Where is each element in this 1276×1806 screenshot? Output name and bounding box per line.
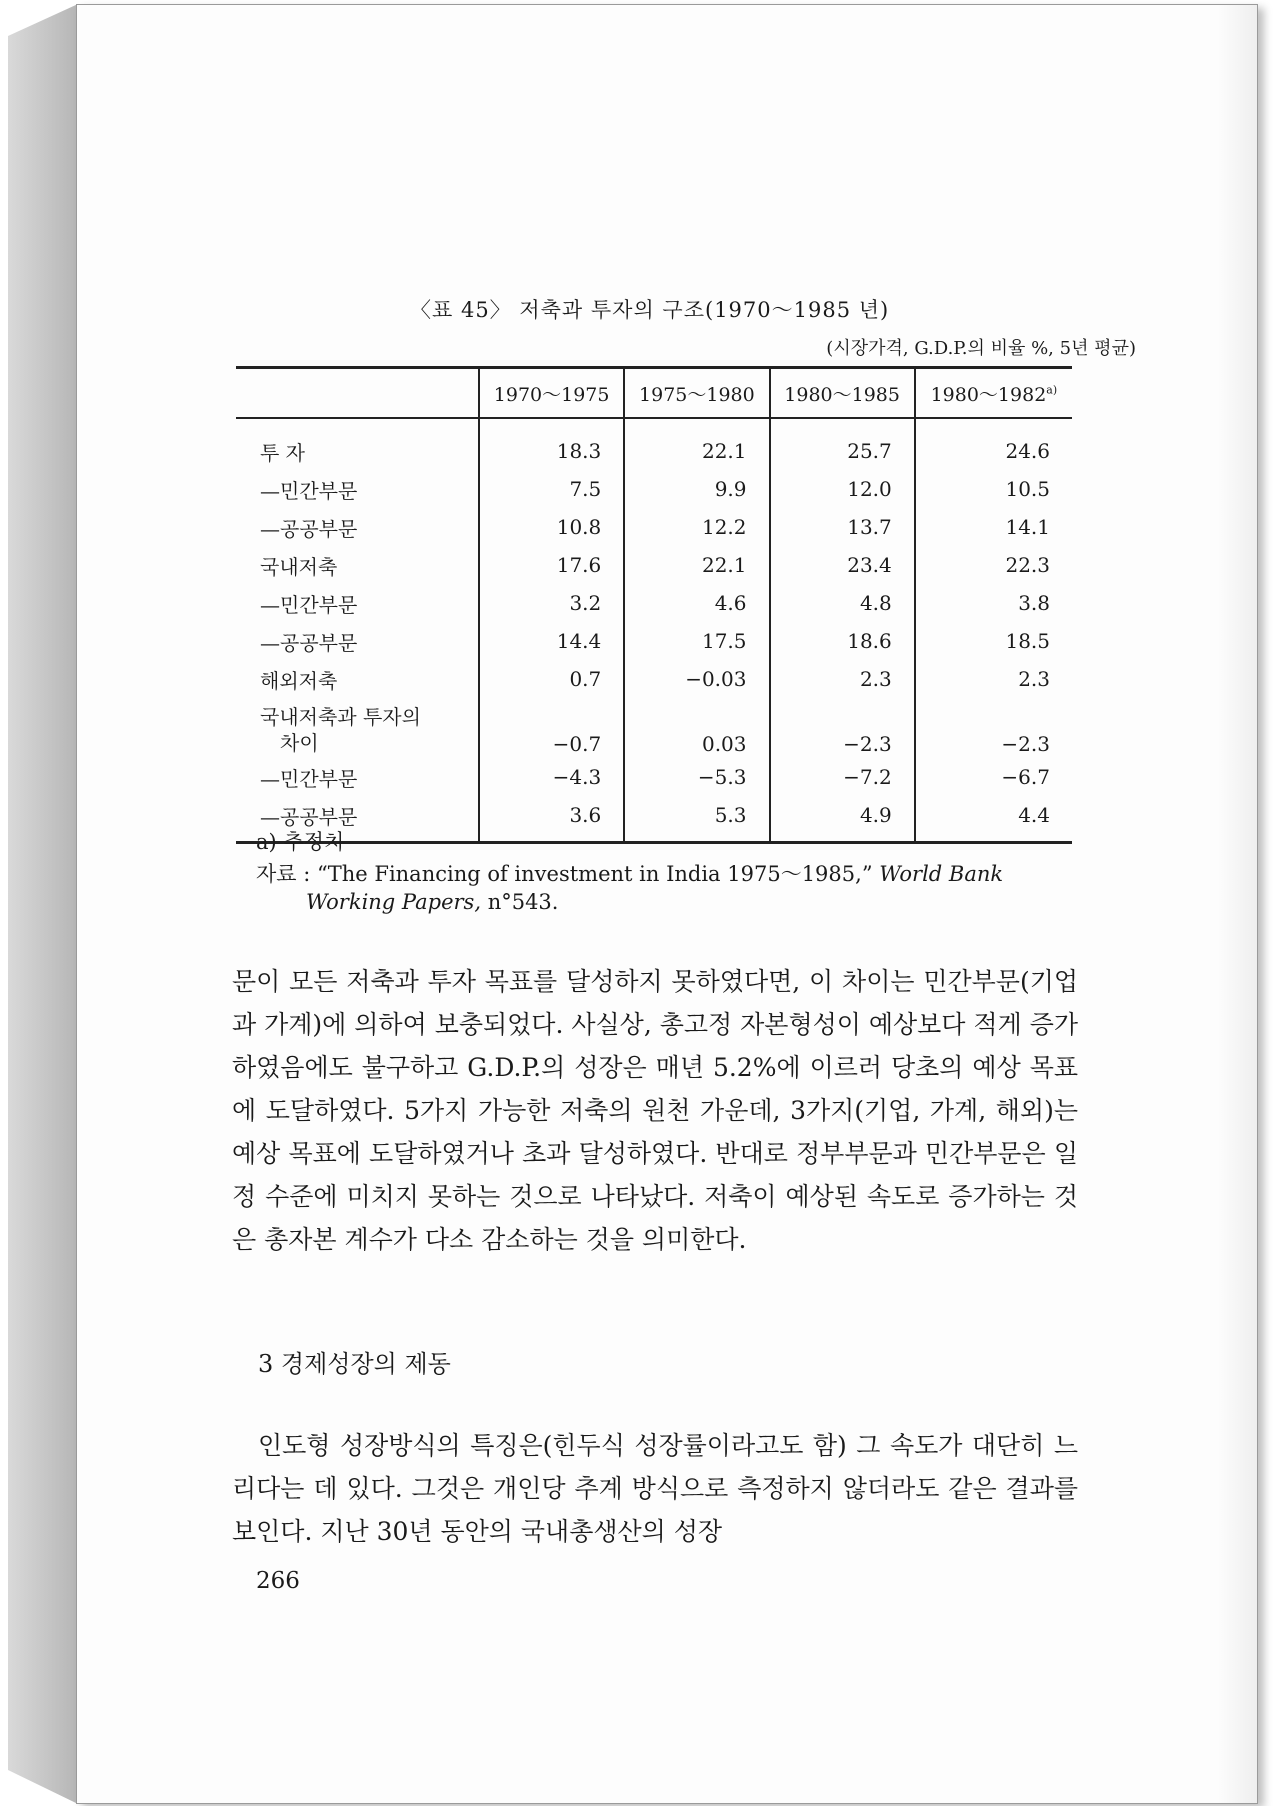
table-cell: 4.6 xyxy=(624,584,769,622)
row-label: —공공부문 xyxy=(260,804,358,829)
row-label: 국내저축 xyxy=(260,554,338,579)
body-paragraph: 문이 모든 저축과 투자 목표를 달성하지 못하였다면, 이 차이는 민간부문(기업과 가계)에 의하여 보충되었다. 사실상, 총고정 자본형성이 예상보다 적게 증가하였음에도 불구하고 G.D.P.의 성장은 매년 5.2%에 이르러 당초의 예상 목표에 도달하였다. 5가지 가능한 저축의 원천 가운데, 3가지(기업, 가계, 해외)는 예상 목표에 도달하였거나 초과 달성하였다. 반대로 정부부문과 민간부문은 일정 수준에 미치지 못하는 것으로 나타났다. 저축이 예상된 속도로 증가하는 것은 총자본 계수가 다소 감소하는 것을 의미한다. xyxy=(232,967,1078,1254)
row-label xyxy=(236,698,479,758)
book-spine xyxy=(8,4,78,1804)
table-cell: −5.3 xyxy=(624,758,769,796)
table-cell: 12.0 xyxy=(770,470,915,508)
table-cell: 7.5 xyxy=(479,470,624,508)
row-label: 투 자 xyxy=(260,440,305,465)
table-row xyxy=(236,546,1072,584)
table-title: 〈표 45〉 저축과 투자의 구조(1970～1985 년) xyxy=(410,298,890,322)
table-footnote: a) 추정치 xyxy=(256,830,345,854)
table-cell: 10.5 xyxy=(915,470,1072,508)
table-row xyxy=(236,660,1072,698)
table-cell: −0.03 xyxy=(624,660,769,698)
row-label: —민간부문 xyxy=(260,592,358,617)
table-header-col xyxy=(915,368,1072,419)
section-heading: 3 경제성장의 제동 xyxy=(258,1350,451,1378)
table-cell: 22.3 xyxy=(915,546,1072,584)
table-cell: 4.9 xyxy=(770,796,915,843)
table-header-col: 1975～1980 xyxy=(624,368,769,419)
table-cell: 18.3 xyxy=(479,418,624,470)
table-row xyxy=(236,758,1072,796)
table-cell: −4.3 xyxy=(479,758,624,796)
row-label: —공공부문 xyxy=(260,516,358,541)
table-cell: 13.7 xyxy=(770,508,915,546)
table-source-cont xyxy=(306,890,558,914)
table-cell: 2.3 xyxy=(915,660,1072,698)
row-label: —민간부문 xyxy=(260,478,358,503)
table-cell: 25.7 xyxy=(770,418,915,470)
source-prefix: 자료 : “The Financing of investment in India 1975～1985,” xyxy=(256,862,873,886)
table-header-empty xyxy=(236,368,479,419)
footnote-marker: a) xyxy=(1046,383,1058,397)
table-cell: −6.7 xyxy=(915,758,1072,796)
table-cell: 4.8 xyxy=(770,584,915,622)
row-label-line1: 국내저축과 투자의 xyxy=(260,705,421,729)
table-header-row xyxy=(236,368,1072,419)
table-cell: 22.1 xyxy=(624,546,769,584)
table-cell: −2.3 xyxy=(770,698,915,758)
table-row xyxy=(236,508,1072,546)
table-cell: 24.6 xyxy=(915,418,1072,470)
table-cell: 18.5 xyxy=(915,622,1072,660)
table-row xyxy=(236,622,1072,660)
table-cell: 18.6 xyxy=(770,622,915,660)
row-label: —민간부문 xyxy=(260,766,358,791)
table-row xyxy=(236,470,1072,508)
table-row xyxy=(236,796,1072,843)
table-source xyxy=(256,858,1003,888)
table-cell: 17.6 xyxy=(479,546,624,584)
row-label: —공공부문 xyxy=(260,630,358,655)
table-cell: 4.4 xyxy=(915,796,1072,843)
table-header-col: 1980～1985 xyxy=(770,368,915,419)
source-journal: World Bank xyxy=(879,862,1004,886)
table-cell: −2.3 xyxy=(915,698,1072,758)
table-row xyxy=(236,418,1072,470)
source-number: n°543. xyxy=(487,890,559,914)
table-cell: 14.1 xyxy=(915,508,1072,546)
table-cell: 0.7 xyxy=(479,660,624,698)
page-edge-shadow xyxy=(1217,5,1257,1803)
table-unit: (시장가격, G.D.P.의 비율 %, 5년 평균) xyxy=(826,338,1136,359)
table-cell: 14.4 xyxy=(479,622,624,660)
table-cell: 2.3 xyxy=(770,660,915,698)
table-header-col-label: 1980～1982 xyxy=(930,383,1047,406)
row-label-line2: 차이 xyxy=(280,731,319,755)
table-cell: 0.03 xyxy=(624,698,769,758)
row-label: 해외저축 xyxy=(260,668,338,693)
page-number: 266 xyxy=(256,1568,300,1594)
table-cell: 22.1 xyxy=(624,418,769,470)
savings-investment-table xyxy=(236,366,1072,844)
table-cell: 9.9 xyxy=(624,470,769,508)
table-cell: 10.8 xyxy=(479,508,624,546)
source-journal-cont: Working Papers, xyxy=(306,890,481,914)
table-cell: −7.2 xyxy=(770,758,915,796)
table-row xyxy=(236,584,1072,622)
table-cell: 3.8 xyxy=(915,584,1072,622)
table-cell: 3.2 xyxy=(479,584,624,622)
table-cell: 3.6 xyxy=(479,796,624,843)
table-cell: 12.2 xyxy=(624,508,769,546)
table-cell: 23.4 xyxy=(770,546,915,584)
table-header-col: 1970～1975 xyxy=(479,368,624,419)
table-cell: −0.7 xyxy=(479,698,624,758)
body-paragraph: 인도형 성장방식의 특징은(힌두식 성장률이라고도 함) 그 속도가 대단히 느리다는 데 있다. 그것은 개인당 추계 방식으로 측정하지 않더라도 같은 결과를 보인다. 지난 30년 동안의 국내총생산의 성장 xyxy=(232,1431,1078,1546)
table-cell: 5.3 xyxy=(624,796,769,843)
table-row xyxy=(236,698,1072,758)
table-cell: 17.5 xyxy=(624,622,769,660)
